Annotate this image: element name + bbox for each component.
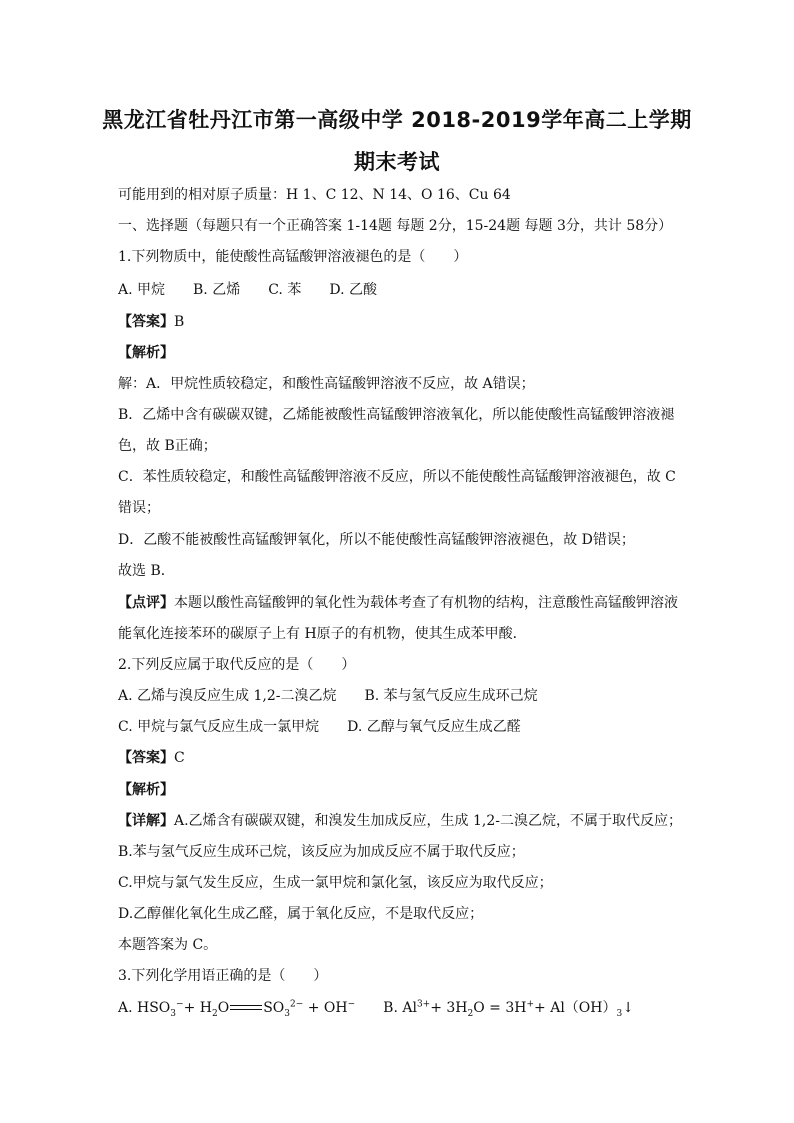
q3-a-sup: − <box>176 999 184 1010</box>
q3-a-text: + OH <box>303 1000 348 1016</box>
q3-b-text: B. Al <box>383 1000 417 1016</box>
q2-detail-text: A.乙烯含有碳碳双键，和溴发生加成反应，生成 1,2-二溴乙烷，不属于取代反应； <box>174 813 683 829</box>
q3-option-b <box>383 999 634 1019</box>
q1-analysis-line-2: B．乙烯中含有碳碳双键，乙烯能被酸性高锰酸钾溶液氧化，所以能使酸性高锰酸钾溶液褪 <box>118 407 675 423</box>
q1-options <box>118 281 377 299</box>
q1-analysis-line-4: C．苯性质较稳定，和酸性高锰酸钾溶液不反应，所以不能使酸性高锰酸钾溶液褪色，故 C <box>118 469 676 485</box>
q3-a-text: SO <box>263 1000 285 1016</box>
q1-analysis-label: 【解析】 <box>118 345 174 361</box>
q3-b-sup: + <box>526 999 535 1010</box>
q2-detail-line-2: B.苯与氢气反应生成环己烷，该反应为加成反应不属于取代反应； <box>118 844 525 860</box>
q3-a-text: A. HSO <box>118 1000 171 1016</box>
exam-title-line-1: 黑龙江省牡丹江市第一高级中学 2018-2019学年高二上学期 <box>102 108 692 132</box>
q3-a-text: + H <box>183 1000 212 1016</box>
q2-options-row-1 <box>118 687 538 705</box>
q1-comment-text: 本题以酸性高锰酸钾的氧化性为载体考查了有机物的结构，注意酸性高锰酸钾溶液 <box>174 595 678 611</box>
q2-option-d: D. 乙醇与氧气反应生成乙醛 <box>347 719 521 735</box>
q1-option-c: C. 苯 <box>268 282 302 298</box>
q3-a-sub: 2 <box>211 1008 218 1019</box>
q1-analysis-line-3: 色，故 B正确； <box>118 438 217 454</box>
q3-a-text: O <box>217 1000 230 1016</box>
q2-analysis-label: 【解析】 <box>118 782 174 798</box>
q3-a-sup: 2− <box>290 999 304 1010</box>
q3-b-text: O = 3H <box>473 1000 527 1016</box>
q3-a-sub: 3 <box>170 1008 177 1019</box>
q2-answer <box>118 749 185 767</box>
q1-analysis-line-6: D．乙酸不能被酸性高锰酸钾氧化，所以不能使酸性高锰酸钾溶液褪色，故 D错误； <box>118 532 635 548</box>
q3-stem: 3.下列化学用语正确的是（ ） <box>118 968 328 984</box>
q3-options <box>118 999 634 1017</box>
q1-analysis-line-5: 错误； <box>118 500 160 516</box>
q1-comment-line-2: 能氧化连接苯环的碳原子上有 H原子的有机物，使其生成苯甲酸． <box>118 626 527 642</box>
q1-option-a: A. 甲烷 <box>118 282 166 298</box>
detail-label: 【详解】 <box>118 813 174 829</box>
q2-detail-line-4: D.乙醇催化氧化生成乙醛，属于氧化反应，不是取代反应； <box>118 906 484 922</box>
q2-option-a: A. 乙烯与溴反应生成 1,2-二溴乙烷 <box>118 688 337 704</box>
comment-label: 【点评】 <box>118 595 174 611</box>
q3-b-sub: 3 <box>616 1008 623 1019</box>
q3-b-sub: 2 <box>467 1008 474 1019</box>
answer-label: 【答案】 <box>118 314 174 330</box>
q2-detail-line-5: 本题答案为 C。 <box>118 937 218 953</box>
q2-options-row-2 <box>118 718 521 736</box>
equilibrium-arrow-icon <box>229 1003 263 1013</box>
q3-a-sup: − <box>347 999 356 1010</box>
q1-stem: 1.下列物质中，能使酸性高锰酸钾溶液褪色的是（ ） <box>118 249 468 265</box>
q1-analysis-line-1: 解：A．甲烷性质较稳定，和酸性高锰酸钾溶液不反应，故 A错误； <box>118 376 535 392</box>
q3-b-text: + Al（OH） <box>534 1000 617 1016</box>
q3-b-text: + 3H <box>430 1000 468 1016</box>
q1-analysis-line-7: 故选 B． <box>118 563 175 579</box>
q1-comment-line-1 <box>118 594 678 612</box>
q2-detail-line-1 <box>118 812 682 830</box>
q2-detail-line-3: C.甲烷与氯气发生反应，生成一氯甲烷和氯化氢，该反应为取代反应； <box>118 875 553 891</box>
q2-option-c: C. 甲烷与氯气反应生成一氯甲烷 <box>118 719 320 735</box>
q1-option-b: B. 乙烯 <box>193 282 241 298</box>
q3-a-sub: 3 <box>284 1008 290 1019</box>
q1-answer <box>118 313 184 331</box>
q2-option-b: B. 苯与氢气反应生成环己烷 <box>364 688 538 704</box>
q1-answer-value: B <box>174 314 185 330</box>
exam-title-line-2: 期末考试 <box>354 150 440 174</box>
q3-b-text: ↓ <box>622 1000 634 1016</box>
q3-b-sup: 3+ <box>416 999 431 1010</box>
q2-stem: 2.下列反应属于取代反应的是（ ） <box>118 657 356 673</box>
q1-option-d: D. 乙酸 <box>329 282 377 298</box>
q2-answer-value: C <box>174 750 185 766</box>
atomic-masses-note: 可能用到的相对原子质量：H 1、C 12、N 14、O 16、Cu 64 <box>118 187 511 203</box>
section-heading: 一、选择题（每题只有一个正确答案 1-14题 每题 2分，15-24题 每题 3分，共计 58分） <box>118 218 673 234</box>
answer-label: 【答案】 <box>118 750 174 766</box>
q3-option-a <box>118 999 356 1019</box>
